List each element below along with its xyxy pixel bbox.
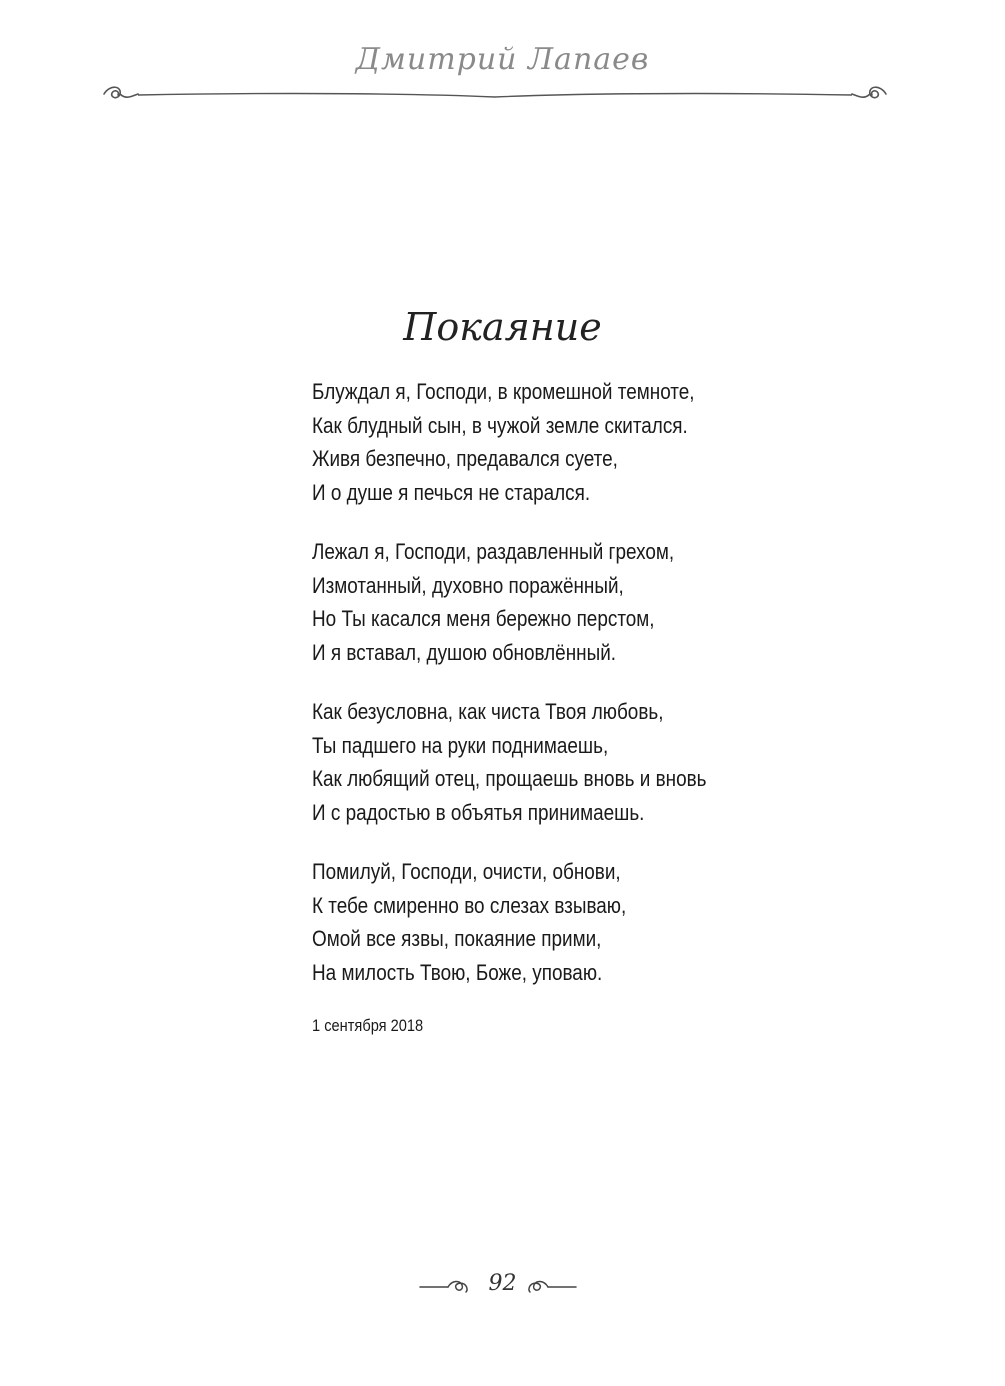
stanza xyxy=(312,855,832,989)
poem-line: Живя безпечно, предавался суете, xyxy=(312,446,618,471)
flourish-icon xyxy=(852,87,886,97)
page-number: 92 xyxy=(488,1271,517,1296)
poem-line: И я вставал, душою обновлённый. xyxy=(312,639,617,665)
poem-date: 1 сентября 2018 xyxy=(312,1016,424,1035)
page-footer xyxy=(0,1268,1005,1304)
poem-line: Помилуй, Господи, очисти, обнови, xyxy=(312,859,621,884)
header-rule-line xyxy=(138,94,852,97)
poem-line: Омой все язвы, покаяние прими, xyxy=(312,926,602,951)
flourish-icon xyxy=(104,87,138,97)
poem-line: Измотанный, духовно поражённый, xyxy=(312,572,624,598)
poem-line: И с радостью в объятья принимаешь. xyxy=(312,799,645,825)
poem-line: Но Ты касался меня бережно перстом, xyxy=(312,606,655,631)
stanza xyxy=(312,695,832,829)
poem-line: Ты падшего на руки поднимаешь, xyxy=(312,732,609,758)
poem-line: На милость Твою, Боже, уповаю. xyxy=(312,959,603,985)
poem-line: К тебе смиренно во слезах взываю, xyxy=(312,892,627,918)
poem-line: Блуждал я, Господи, в кромешной темноте, xyxy=(312,379,695,404)
poem-line: Как безусловна, как чиста Твоя любовь, xyxy=(312,699,664,724)
poem-line: И о душе я печься не старался. xyxy=(312,479,591,505)
stanza xyxy=(312,535,832,669)
flourish-icon xyxy=(526,1274,578,1298)
header-rule xyxy=(100,82,890,108)
running-head-author: Дмитрий Лапаев xyxy=(355,42,650,77)
poem-title: Покаяние xyxy=(403,305,602,349)
stanza xyxy=(312,375,832,509)
poem-body xyxy=(312,375,832,1037)
poem-line: Как блудный сын, в чужой земле скитался. xyxy=(312,412,688,438)
poem-line: Лежал я, Господи, раздавленный грехом, xyxy=(312,539,675,564)
poem-line: Как любящий отец, прощаешь вновь и вновь xyxy=(312,766,707,791)
